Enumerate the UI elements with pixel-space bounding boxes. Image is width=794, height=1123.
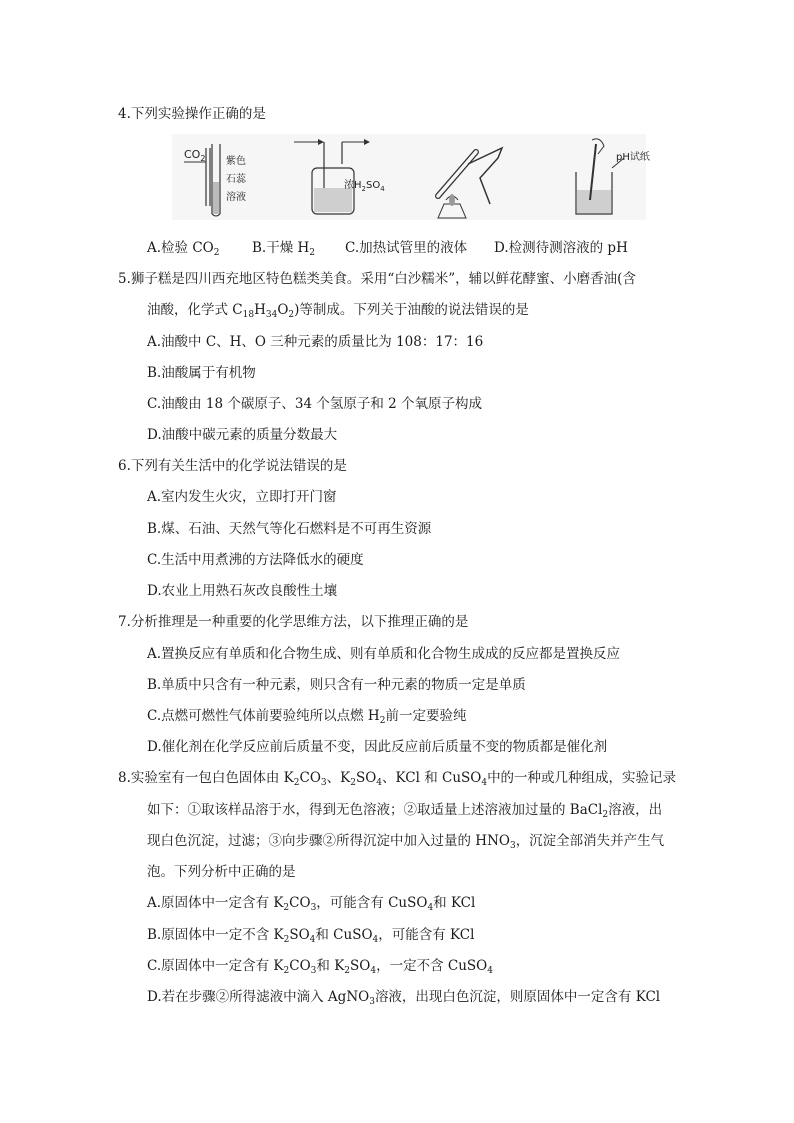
question-5-stem-line2: 油酸，化学式 $C_{18}H_{34}O_2$)等制成。下列关于油酸的说法错误的是 <box>147 302 529 320</box>
question-4-figure <box>172 134 650 220</box>
q6-option-b: B.煤、石油、天然气等化石燃料是不可再生资源 <box>147 521 432 537</box>
q4-option-c: C.加热试管里的液体 <box>345 240 468 256</box>
question-8-stem-line1: 8.实验室有一包白色固体由 $K_2CO_3$、$K_2SO_4$、KCl 和 CuSO$_4$中的一种或几种组成，实验记录 <box>118 770 677 788</box>
q5-option-b: B.油酸属于有机物 <box>147 365 256 381</box>
q4-option-a: A.检验 $CO_2$ <box>147 240 220 258</box>
q8-option-d: D.若在步骤②所得滤液中滴入 AgNO$_3$溶液，出现白色沉淀，则原固体中一定含有 KCl <box>147 989 661 1007</box>
apparatus-figure <box>172 134 650 220</box>
ph-paper-label: pH试纸 <box>616 152 650 163</box>
question-8-stem-line4: 泡。下列分析中正确的是 <box>147 864 296 880</box>
q8-option-a: A.原固体中一定含有 $K_2CO_3$，可能含有 CuSO$_4$和 KCl <box>147 895 476 913</box>
q4-option-d: D.检测待测溶液的 pH <box>494 240 628 256</box>
question-6-stem: 6.下列有关生活中的化学说法错误的是 <box>118 458 347 474</box>
q7-option-c: C.点燃可燃性气体前要验纯所以点燃 $H_2$前一定要验纯 <box>147 708 467 726</box>
litmus-label-3: 溶液 <box>226 192 246 203</box>
q8-option-b: B.原固体中一定不含 $K_2SO_4$和 CuSO$_4$，可能含有 KCl <box>147 927 475 945</box>
heating-test-tube <box>438 148 502 218</box>
litmus-label-2: 石蕊 <box>226 174 246 185</box>
litmus-label-1: 紫色 <box>226 156 246 167</box>
q4-option-b: B.干燥 $H_2$ <box>252 240 316 258</box>
q6-option-a: A.室内发生火灾，立即打开门窗 <box>147 489 337 505</box>
co2-test-apparatus <box>184 144 247 216</box>
acid-label: 浓$H_2SO_4$ <box>344 180 385 193</box>
gas-drying-bottle <box>294 139 385 214</box>
q7-option-b: B.单质中只含有一种元素，则只含有一种元素的物质一定是单质 <box>147 677 526 693</box>
question-8-stem-line2: 如下：①取该样品溶于水，得到无色溶液；②取适量上述溶液加过量的 BaCl$_2$溶液，出 <box>147 802 663 820</box>
question-4-stem: 4.下列实验操作正确的是 <box>118 106 266 122</box>
question-7-stem: 7.分析推理是一种重要的化学思维方法，以下推理正确的是 <box>118 614 469 630</box>
q5-option-c: C.油酸由 18 个碳原子、34 个氢原子和 2 个氧原子构成 <box>147 396 483 412</box>
question-8-stem-line3: 现白色沉淀，过滤；③向步骤②所得沉淀中加入过量的 $HNO_3$，沉淀全部消失并产生气 <box>147 833 665 851</box>
question-5-stem-line1: 5.狮子糕是四川西充地区特色糕类美食。采用“白沙糯米”，辅以鲜花酵蜜、小磨香油(含 <box>118 271 636 287</box>
q6-option-c: C.生活中用煮沸的方法降低水的硬度 <box>147 552 364 568</box>
q6-option-d: D.农业上用熟石灰改良酸性土壤 <box>147 583 338 599</box>
q8-option-c: C.原固体中一定含有 $K_2CO_3$和 $K_2SO_4$，一定不含 CuSO$_4$ <box>147 958 493 976</box>
co2-label: $CO_2$ <box>184 148 206 163</box>
q5-option-d: D.油酸中碳元素的质量分数最大 <box>147 427 338 443</box>
q7-option-a: A.置换反应有单质和化合物生成、则有单质和化合物生成成的反应都是置换反应 <box>147 646 621 662</box>
q7-option-d: D.催化剂在化学反应前后质量不变，因此反应前后质量不变的物质都是催化剂 <box>147 739 608 755</box>
q5-option-a: A.油酸中 C、H、O 三种元素的质量比为 108：17：16 <box>147 334 484 350</box>
ph-test-apparatus <box>576 139 650 214</box>
